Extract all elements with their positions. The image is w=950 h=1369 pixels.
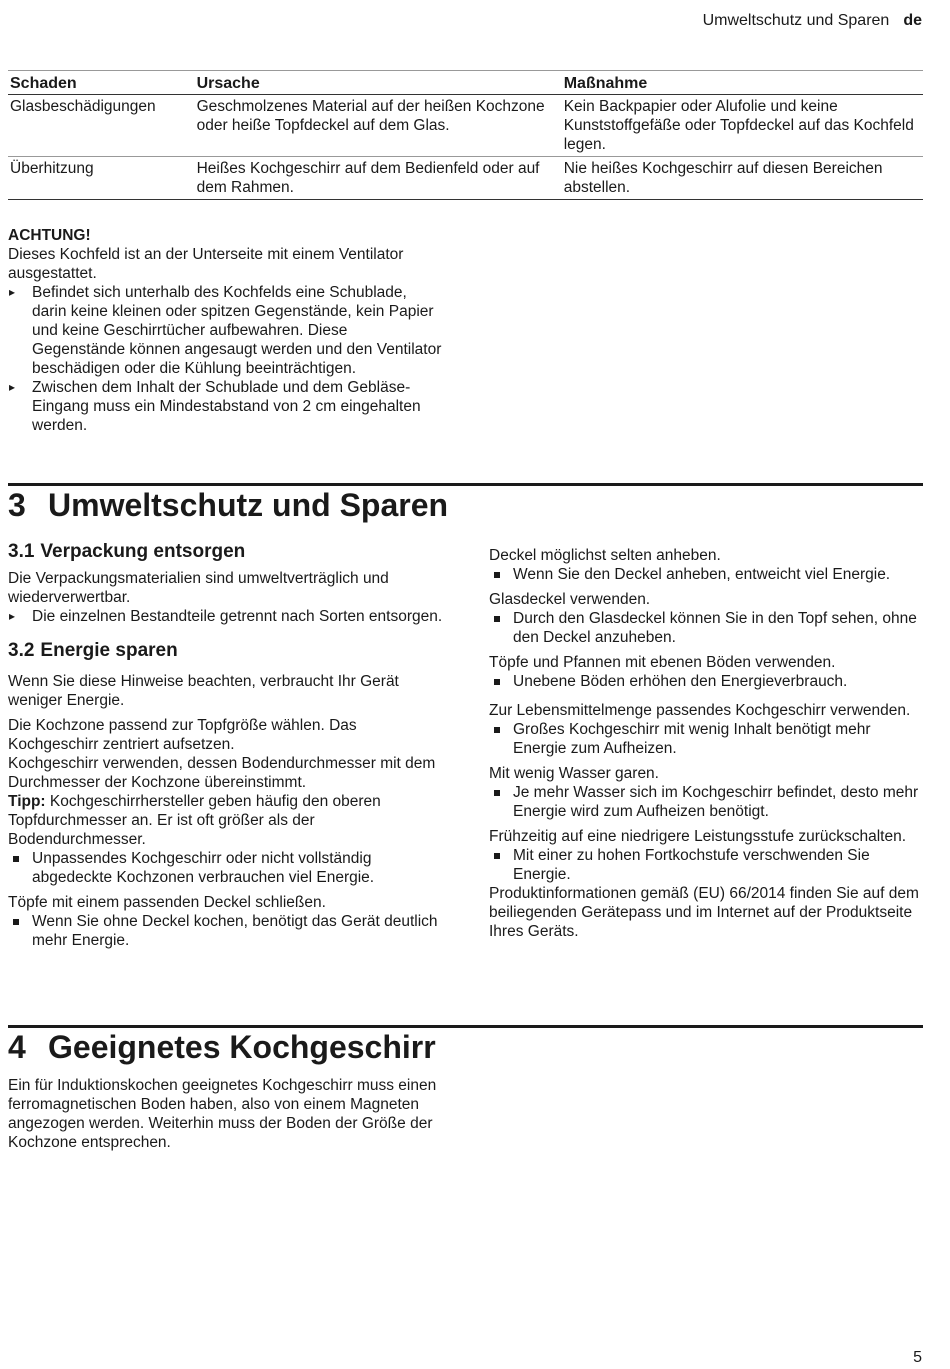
list-item: Durch den Glasdeckel können Sie in den Topf sehen, ohne den Deckel anzuheben. [489, 609, 919, 647]
subsection-title: Energie sparen [40, 640, 178, 661]
list-item: Unebene Böden erhöhen den Energieverbrauch. [489, 672, 919, 691]
paragraph: Frühzeitig auf eine niedrigere Leistungsstufe zurückschalten. [489, 828, 907, 845]
paragraph: Mit wenig Wasser garen. [489, 765, 659, 782]
table-cell: Geschmolzenes Material auf der heißen Kochzone oder heiße Topfdeckel auf dem Glas. [195, 95, 562, 157]
section-title: Umweltschutz und Sparen [48, 487, 449, 523]
warning-intro: Dieses Kochfeld ist an der Unterseite mit einem Ventilator ausgestattet. [8, 246, 404, 282]
warning-item: ▸ Befindet sich unterhalb des Kochfelds eine Schublade, darin keine kleinen oder spitzen Gegenstände, kein Papier und keine Geschirrtücher aufbewahren. Diese Gegenstände können angesaugt werden und den Ventilator beschädigen oder die Kühlung beeinträchtigen. [8, 283, 444, 378]
table-row [8, 157, 923, 200]
paragraph: Wenn Sie diese Hinweise beachten, verbraucht Ihr Gerät weniger Energie. [8, 673, 399, 709]
table-header-row [8, 71, 923, 95]
table-cell: Glasbeschädigungen [8, 95, 195, 157]
section-3-left-column [8, 541, 444, 950]
warning-title: ACHTUNG! [8, 227, 91, 244]
list-item: Wenn Sie den Deckel anheben, entweicht viel Energie. [489, 565, 919, 584]
list-item: Unpassendes Kochgeschirr oder nicht vollständig abgedeckte Kochzonen verbrauchen viel Energie. [8, 849, 444, 887]
warning-box [8, 226, 444, 435]
section-3-heading [8, 487, 448, 523]
paragraph: Glasdeckel verwenden. [489, 591, 651, 608]
section-4-heading [8, 1029, 436, 1065]
paragraph: Töpfe und Pfannen mit ebenen Böden verwenden. [489, 654, 836, 671]
tip-paragraph [8, 792, 444, 849]
table-cell: Überhitzung [8, 157, 195, 200]
header-massnahme: Maßnahme [562, 71, 923, 95]
paragraph: Töpfe mit einem passenden Deckel schließen. [8, 894, 326, 911]
paragraph: Zur Lebensmittelmenge passendes Kochgeschirr verwenden. [489, 702, 911, 719]
table-cell: Heißes Kochgeschirr auf dem Bedienfeld oder auf dem Rahmen. [195, 157, 562, 200]
subsection-title: Verpackung entsorgen [40, 541, 246, 562]
tip-label: Tipp: [8, 793, 46, 810]
paragraph: Ein für Induktionskochen geeignetes Kochgeschirr muss einen ferromagnetischen Boden haben, also von einem Magneten angezogen werden. Weiterhin muss der Boden der Größe der Kochzone entsprechen. [8, 1077, 437, 1151]
subsection-number: 3.1 [8, 541, 35, 562]
paragraph: Die Kochzone passend zur Topfgröße wählen. Das Kochgeschirr zentriert aufsetzen. [8, 717, 357, 753]
warning-item: ▸ Zwischen dem Inhalt der Schublade und dem Gebläse-Eingang muss ein Mindestabstand von 2 cm eingehalten werden. [8, 378, 444, 435]
list-item: Mit einer zu hohen Fortkochstufe verschwenden Sie Energie. [489, 846, 919, 884]
section-4-text [8, 1076, 444, 1152]
section-3-right-column [489, 546, 919, 941]
section-rule [8, 1025, 923, 1028]
subsection-3-2-heading [8, 640, 444, 662]
table-cell: Kein Backpapier oder Alufolie und keine Kunststoffgefäße oder Topfdeckel auf das Kochfeld legen. [562, 95, 923, 157]
paragraph: Deckel möglichst selten anheben. [489, 547, 721, 564]
subsection-number: 3.2 [8, 640, 35, 661]
list-item: Großes Kochgeschirr mit wenig Inhalt benötigt mehr Energie zum Aufheizen. [489, 720, 919, 758]
section-number: 3 [8, 487, 26, 523]
subsection-3-1-heading [8, 541, 444, 563]
table-cell: Nie heißes Kochgeschirr auf diesen Bereichen abstellen. [562, 157, 923, 200]
list-item: Je mehr Wasser sich im Kochgeschirr befindet, desto mehr Energie wird zum Aufheizen benötigt. [489, 783, 919, 821]
table-row [8, 95, 923, 157]
page-number: 5 [913, 1349, 922, 1366]
running-header [703, 11, 922, 30]
section-number: 4 [8, 1029, 26, 1065]
section-rule [8, 483, 923, 486]
section-title: Geeignetes Kochgeschirr [48, 1029, 436, 1065]
list-item: Wenn Sie ohne Deckel kochen, benötigt das Gerät deutlich mehr Energie. [8, 912, 444, 950]
tip-text: Kochgeschirrhersteller geben häufig den oberen Topfdurchmesser an. Er ist oft größer als der Bodendurchmesser. [8, 793, 381, 848]
language-code: de [903, 12, 922, 29]
product-info: Produktinformationen gemäß (EU) 66/2014 finden Sie auf dem beiliegenden Gerätepass und im Internet auf der Produktseite Ihres Geräts. [489, 885, 919, 940]
instruction-item: ▸ Die einzelnen Bestandteile getrennt nach Sorten entsorgen. [8, 607, 444, 626]
header-section-title: Umweltschutz und Sparen [702, 12, 890, 29]
header-ursache: Ursache [195, 71, 562, 95]
header-schaden: Schaden [8, 71, 195, 95]
damage-table [8, 70, 923, 200]
paragraph: Kochgeschirr verwenden, dessen Bodendurchmesser mit dem Durchmesser der Kochzone übereinstimmt. [8, 755, 436, 791]
paragraph: Die Verpackungsmaterialien sind umweltverträglich und wiederverwertbar. [8, 570, 389, 606]
